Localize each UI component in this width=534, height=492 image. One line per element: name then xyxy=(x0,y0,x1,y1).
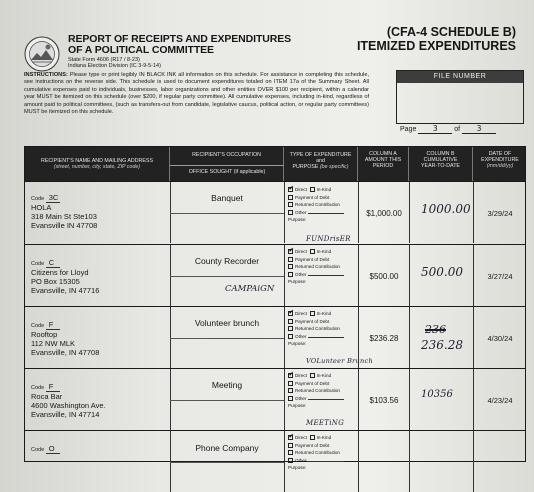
col-occupation: RECIPIENT'S OCCUPATION xyxy=(170,147,284,181)
expense-code[interactable]: Code O xyxy=(31,444,60,454)
recipient-occupation[interactable]: Phone Company xyxy=(195,443,259,453)
other-checkbox[interactable] xyxy=(288,272,293,277)
expense-code[interactable]: Code 3C xyxy=(31,193,59,202)
cumulative-ytd[interactable]: 10356 xyxy=(421,389,453,400)
form-number: State Form 4606 (R17 / 8-23) xyxy=(68,57,140,63)
purpose-text[interactable]: FUNDrisER xyxy=(306,235,351,243)
direct-checkbox[interactable] xyxy=(288,187,293,192)
expenditure-type: ✔Direct In-Kind Payment of Debt Returned Contribution Other Purpose: xyxy=(288,372,344,410)
purpose-text[interactable]: MEETiNG xyxy=(306,419,345,427)
other-checkbox[interactable] xyxy=(288,396,293,401)
returned-checkbox[interactable] xyxy=(288,264,293,269)
inkind-checkbox[interactable] xyxy=(310,311,315,316)
table-row xyxy=(25,244,525,306)
purpose-text[interactable]: VOLunteer Brunch xyxy=(306,357,373,365)
expenditure-date[interactable]: 3/27/24 xyxy=(487,272,513,281)
table-row xyxy=(25,368,525,430)
expense-code[interactable]: Code F xyxy=(31,382,60,392)
expenditure-type: ✔Direct In-Kind Payment of Debt Returned Contribution Other Purpose: xyxy=(288,248,344,286)
cumulative-ytd[interactable]: 500.00 xyxy=(421,265,463,279)
address-line2: Evansville, IN 47716 xyxy=(31,286,100,295)
inkind-checkbox[interactable] xyxy=(310,187,315,192)
cumulative-ytd[interactable]: 1000.00 xyxy=(421,202,471,216)
file-number-box[interactable] xyxy=(396,70,524,124)
col-type-purpose: TYPE OF EXPENDITURE and PURPOSE (be specific) xyxy=(284,147,358,181)
recipient-address[interactable] xyxy=(31,330,99,357)
expenditures-table xyxy=(24,146,526,471)
table-row xyxy=(25,430,525,492)
recipient-address[interactable] xyxy=(31,392,106,419)
recipient-occupation[interactable]: County Recorder xyxy=(194,256,260,266)
col-date: DATE OF EXPENDITURE (mm/dd/yy) xyxy=(481,151,519,169)
address-line1: 4600 Washington Ave. xyxy=(31,401,106,410)
address-line1: PO Box 15305 xyxy=(31,277,80,286)
page-number-field[interactable]: 3 xyxy=(418,124,452,134)
returned-checkbox[interactable] xyxy=(288,388,293,393)
address-line2: Evansville IN 47708 xyxy=(31,221,98,230)
direct-checkbox[interactable] xyxy=(288,435,293,440)
address-line2: Evansville, IN 47714 xyxy=(31,410,100,419)
expenditure-type: ✔Direct In-Kind Payment of Debt Returned Contribution Other Purpose: xyxy=(288,434,344,472)
amount-this-period[interactable]: $1,000.00 xyxy=(366,209,402,218)
address-line1: 318 Main St Ste103 xyxy=(31,212,97,221)
inkind-checkbox[interactable] xyxy=(310,435,315,440)
recipient-address[interactable] xyxy=(31,268,99,295)
struck-cumulative: 236 xyxy=(425,323,446,336)
other-checkbox[interactable] xyxy=(288,334,293,339)
returned-checkbox[interactable] xyxy=(288,202,293,207)
expenditure-date[interactable]: 3/29/24 xyxy=(487,209,513,218)
col-cumulative: COLUMN B CUMULATIVE YEAR-TO-DATE xyxy=(409,147,473,181)
recipient-occupation[interactable]: Meeting xyxy=(211,380,243,390)
indiana-state-seal-icon xyxy=(24,36,60,72)
debt-checkbox[interactable] xyxy=(288,381,293,386)
debt-checkbox[interactable] xyxy=(288,257,293,262)
direct-checkbox[interactable] xyxy=(288,249,293,254)
amount-this-period[interactable]: $103.56 xyxy=(369,396,399,405)
debt-checkbox[interactable] xyxy=(288,195,293,200)
schedule-title: (CFA-4 SCHEDULE B) ITEMIZED EXPENDITURES xyxy=(356,25,516,53)
debt-checkbox[interactable] xyxy=(288,443,293,448)
col-amount-period: COLUMN A AMOUNT THIS PERIOD xyxy=(358,147,409,181)
cumulative-ytd[interactable]: 236.28 xyxy=(421,338,463,352)
other-checkbox[interactable] xyxy=(288,458,293,463)
expenditure-type: ✔Direct In-Kind Payment of Debt Returned Contribution Other Purpose: xyxy=(288,310,344,348)
recipient-occupation[interactable]: Volunteer brunch xyxy=(194,318,260,328)
page-total-field[interactable]: 3 xyxy=(462,124,496,134)
recipient-name: Roca Bar xyxy=(31,392,63,401)
inkind-checkbox[interactable] xyxy=(310,373,315,378)
table-row xyxy=(25,181,525,243)
direct-checkbox[interactable] xyxy=(288,373,293,378)
table-row xyxy=(25,306,525,368)
recipient-name: HOLA xyxy=(31,203,52,212)
address-line2: Evansville, IN 47708 xyxy=(31,348,100,357)
recipient-occupation[interactable]: Banquet xyxy=(211,193,243,203)
expenditure-type: ✔Direct In-Kind Payment of Debt Returned Contribution Other Purpose: xyxy=(288,186,344,224)
amount-this-period[interactable]: $500.00 xyxy=(369,272,399,281)
direct-checkbox[interactable] xyxy=(288,311,293,316)
expense-code[interactable]: Code C xyxy=(31,258,60,268)
recipient-address[interactable] xyxy=(31,203,97,230)
expense-code[interactable]: Code F xyxy=(31,320,60,330)
other-checkbox[interactable] xyxy=(288,210,293,215)
report-title: REPORT OF RECEIPTS AND EXPENDITURES OF A POLITICAL COMMITTEE xyxy=(68,33,292,56)
inkind-checkbox[interactable] xyxy=(310,249,315,254)
debt-checkbox[interactable] xyxy=(288,319,293,324)
recipient-name: Rooftop xyxy=(31,330,58,339)
address-line1: 112 NW MLK xyxy=(31,339,76,348)
returned-checkbox[interactable] xyxy=(288,450,293,455)
recipient-name: Citizens for Lloyd xyxy=(31,268,89,277)
division-label: Indiana Election Division (IC 3-9-5-14) xyxy=(68,63,161,69)
returned-checkbox[interactable] xyxy=(288,326,293,331)
amount-this-period[interactable]: $236.28 xyxy=(369,334,399,343)
file-number-label: FILE NUMBER xyxy=(397,71,523,83)
page-indicator: Page 3 of 3 xyxy=(400,124,496,134)
expenditure-date[interactable]: 4/30/24 xyxy=(487,334,513,343)
col-recipient: RECIPIENT'S NAME AND MAILING ADDRESS (street, number, city, state, ZIP code) xyxy=(25,147,170,181)
expenditure-date[interactable]: 4/23/24 xyxy=(487,396,513,405)
instructions-text: INSTRUCTIONS: Please type or print legibly IN BLACK INK all information on this schedule. For assistance in completing this schedule, see instructions on the reverse side. This schedule is used to document expenditures totaled on ITEM 17a of the Summary Sheet. All cumulative expenses paid to individuals, businesses, labor organizations and other entities OVER $100 per recipient, within a calendar year MUST be itemized on this schedule (over $200, if regular party committee). All cumulative expenses, including in-kind, regardless of amount paid to political committees, (such as transfers-out from candidate, legislative caucus, political action, or regular party committees) MUST be itemized on this schedule. xyxy=(24,72,370,116)
table-header xyxy=(25,147,525,181)
office-sought[interactable]: CAMPAiGN xyxy=(225,284,275,294)
col-office-sought: OFFICE SOUGHT (if applicable) xyxy=(170,165,284,175)
